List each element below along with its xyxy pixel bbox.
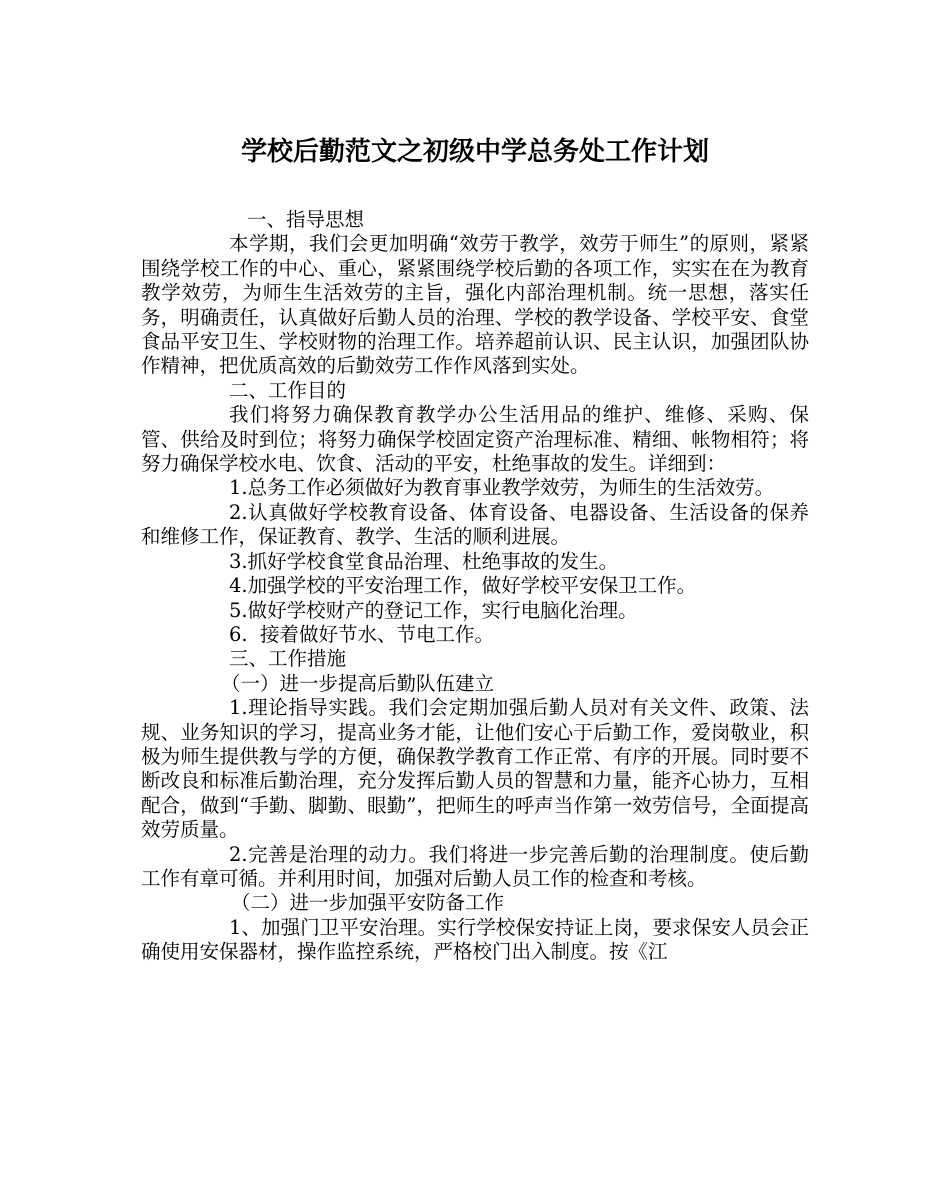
document-title: 学校后勤范文之初级中学总务处工作计划 <box>240 137 709 167</box>
paragraph: 2.完善是治理的动力。我们将进一步完善后勤的治理制度。使后勤工作有章可循。并利用时间，加强对后勤人员工作的检查和考核。 <box>141 842 809 890</box>
list-item: 2.认真做好学校教育设备、体育设备、电器设备、生活设备的保养和维修工作，保证教育、教学、生活的顺利进展。 <box>141 500 809 549</box>
list-item: 3.抓好学校食堂食品治理、杜绝事故的发生。 <box>229 549 619 573</box>
paragraph: 1、加强门卫平安治理。实行学校保安持证上岗，要求保安人员会正确使用安保器材，操作监控系统，严格校门出入制度。按《江 <box>141 915 809 964</box>
document-body <box>141 208 809 965</box>
paragraph: 本学期，我们会更加明确“效劳于教学，效劳于师生”的原则，紧紧围绕学校工作的中心、重心，紧紧围绕学校后勤的各项工作，实实在在为教育教学效劳，为师生生活效劳的主旨，强化内部治理机制。统一思想，落实任务，明确责任，认真做好后勤人员的治理、学校的教学设备、学校平安、食堂食品平安卫生、学校财物的治理工作。培养超前认识、民主认识，加强团队协作精神，把优质高效的后勤效劳工作作风落到实处。 <box>141 232 809 378</box>
section-heading: 一、指导思想 <box>247 208 365 231</box>
list-item: 5.做好学校财产的登记工作，实行电脑化治理。 <box>229 598 638 622</box>
subsection-heading: （二）进一步加强平安防备工作 <box>231 891 505 915</box>
subsection-heading: （一）进一步提高后勤队伍建立 <box>221 671 495 695</box>
list-item: 1.总务工作必须做好为教育事业教学效劳，为师生的生活效劳。 <box>229 476 775 500</box>
list-item: 4.加强学校的平安治理工作，做好学校平安保卫工作。 <box>229 574 697 598</box>
paragraph: 1.理论指导实践。我们会定期加强后勤人员对有关文件、政策、法规、业务知识的学习，提高业务才能，让他们安心于后勤工作，爱岗敬业，积极为师生提供教与学的方便，确保教学教育工作正常、有序的开展。同时要不断改良和标准后勤治理，充分发挥后勤人员的智慧和力量，能齐心协力，互相配合，做到“手勤、脚勤、眼勤”，把师生的呼声当作第一效劳信号，全面提高效劳质量。 <box>141 696 809 842</box>
paragraph: 我们将努力确保教育教学办公生活用品的维护、维修、采购、保管、供给及时到位；将努力确保学校固定资产治理标准、精细、帐物相符；将努力确保学校水电、饮食、活动的平安，杜绝事故的发生。详细到： <box>141 403 809 476</box>
list-item: 6. 接着做好节水、节电工作。 <box>229 622 495 646</box>
section-heading: 三、工作措施 <box>229 647 347 671</box>
section-heading: 二、工作目的 <box>229 378 347 402</box>
